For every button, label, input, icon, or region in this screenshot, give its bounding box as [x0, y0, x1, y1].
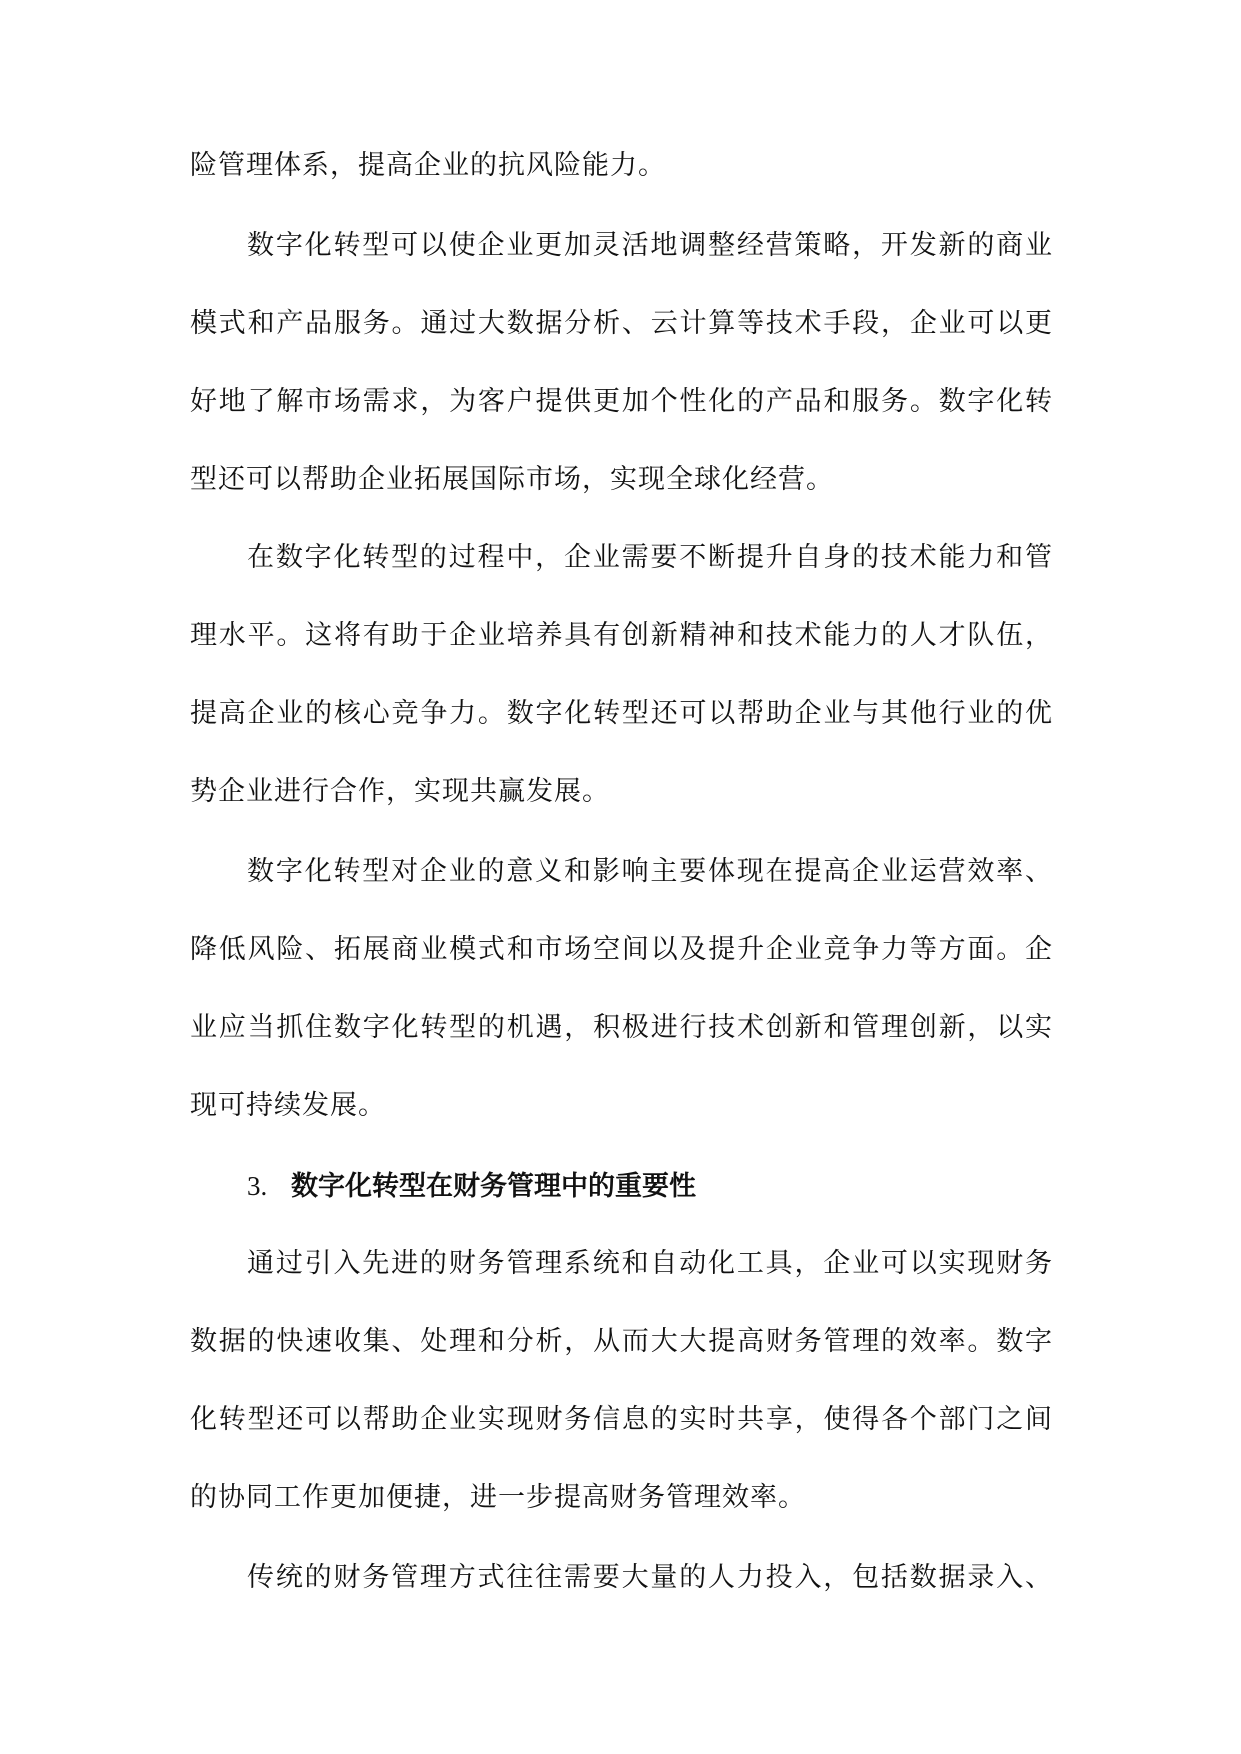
- paragraph-6-line-1: 传统的财务管理方式往往需要大量的人力投入，包括数据录入、: [247, 1562, 1052, 1593]
- paragraph-5-line-2: 数据的快速收集、处理和分析，从而大大提高财务管理的效率。数字: [190, 1326, 1052, 1357]
- paragraph-5-line-1: 通过引入先进的财务管理系统和自动化工具，企业可以实现财务: [247, 1248, 1052, 1279]
- section-heading: [247, 1166, 696, 1207]
- section-number: 3.: [247, 1171, 268, 1201]
- paragraph-4-line-2: 降低风险、拓展商业模式和市场空间以及提升企业竞争力等方面。企: [190, 934, 1052, 965]
- paragraph-2-line-3: 好地了解市场需求，为客户提供更加个性化的产品和服务。数字化转: [190, 386, 1052, 417]
- paragraph-4-line-3: 业应当抓住数字化转型的机遇，积极进行技术创新和管理创新，以实: [190, 1012, 1052, 1043]
- paragraph-3-line-1: 在数字化转型的过程中，企业需要不断提升自身的技术能力和管: [247, 542, 1052, 573]
- paragraph-4-line-1: 数字化转型对企业的意义和影响主要体现在提高企业运营效率、: [247, 856, 1052, 887]
- paragraph-2-line-4: 型还可以帮助企业拓展国际市场，实现全球化经营。: [190, 464, 834, 495]
- paragraph-2-line-2: 模式和产品服务。通过大数据分析、云计算等技术手段，企业可以更: [190, 308, 1052, 339]
- paragraph-3-line-4: 势企业进行合作，实现共赢发展。: [190, 776, 610, 807]
- section-title: 数字化转型在财务管理中的重要性: [291, 1171, 696, 1202]
- paragraph-5-line-3: 化转型还可以帮助企业实现财务信息的实时共享，使得各个部门之间: [190, 1404, 1052, 1435]
- paragraph-3-line-3: 提高企业的核心竞争力。数字化转型还可以帮助企业与其他行业的优: [190, 698, 1052, 729]
- paragraph-3-line-2: 理水平。这将有助于企业培养具有创新精神和技术能力的人才队伍，: [190, 620, 1052, 651]
- paragraph-1-line-1: 险管理体系，提高企业的抗风险能力。: [190, 150, 666, 181]
- paragraph-4-line-4: 现可持续发展。: [190, 1090, 386, 1121]
- paragraph-2-line-1: 数字化转型可以使企业更加灵活地调整经营策略，开发新的商业: [247, 230, 1052, 261]
- paragraph-5-line-4: 的协同工作更加便捷，进一步提高财务管理效率。: [190, 1482, 806, 1513]
